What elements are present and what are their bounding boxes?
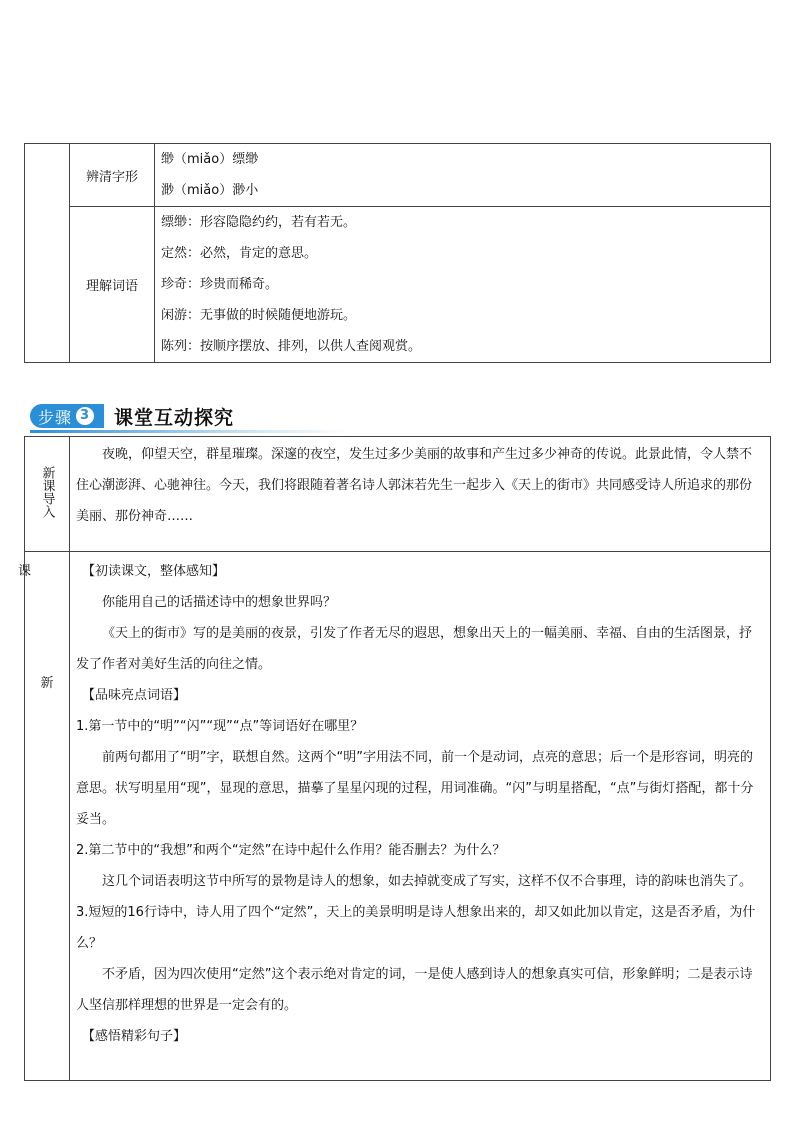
step-badge <box>30 404 104 428</box>
step-underline <box>30 430 350 433</box>
vocab-table <box>24 143 771 363</box>
list-item: 缈（miǎo）缥缈 <box>161 152 259 167</box>
row-content <box>155 207 771 363</box>
row-label: 理解词语 <box>70 207 155 363</box>
step-title: 课堂互动探究 <box>114 406 235 429</box>
row-content <box>155 144 771 207</box>
section-heading: 【初读课文，整体感知】 <box>82 564 226 579</box>
question: 3.短短的16行诗中，诗人用了四个“定然”，天上的美景明明是诗人想象出来的，却又如此加以肯定，这是否矛盾，为什么？ <box>76 905 756 951</box>
question: 2.第二节中的“我想”和两个“定然”在诗中起什么作用？能否删去？为什么？ <box>76 843 506 858</box>
table-row <box>25 437 771 552</box>
question: 1.第一节中的“明”“闪”“现”“点”等词语好在哪里？ <box>76 719 364 734</box>
answer: 《天上的街市》写的是美丽的夜景，引发了作者无尽的遐思，想象出天上的一幅美丽、幸福、自由的生活图景，抒发了作者对美好生活的向往之情。 <box>76 626 753 672</box>
answer: 这几个词语表明这节中所写的景物是诗人的想象，如去掉就变成了写实，这样不仅不合事理，诗的韵味也消失了。 <box>102 874 753 889</box>
lesson-table <box>24 436 771 1081</box>
list-item: 珍奇：珍贵而稀奇。 <box>161 277 279 292</box>
list-item: 陈列：按顺序摆放、排列，以供人查阅观赏。 <box>161 339 422 354</box>
side-label: 课 <box>18 564 32 579</box>
intro-label: 新课导入 <box>39 466 55 518</box>
answer: 不矛盾，因为四次使用“定然”这个表示绝对肯定的词，一是使人感到诗人的想象真实可信，形象鲜明；二是表示诗人坚信那样理想的世界是一定会有的。 <box>76 967 753 1013</box>
table-row <box>25 144 771 207</box>
answer: 前两句都用了“明”字，联想自然。这两个“明”字用法不同，前一个是动词，点亮的意思；后一个是形容词，明亮的意思。状写明星用“现”，显现的意思，描摹了星星闪现的过程，用词准确。“闪”与明星搭配，“点”与街灯搭配，都十分妥当。 <box>76 750 754 827</box>
step-badge-label: 步骤 <box>38 407 73 427</box>
step-heading <box>30 403 234 429</box>
section-heading: 【感悟精彩句子】 <box>82 1029 187 1044</box>
section-heading: 【品味亮点词语】 <box>82 688 187 703</box>
list-item: 闲游：无事做的时候随便地游玩。 <box>161 308 357 323</box>
step-number: 3 <box>76 407 94 425</box>
question: 你能用自己的话描述诗中的想象世界吗？ <box>102 595 337 610</box>
empty-cell <box>25 144 70 363</box>
list-item: 渺（miǎo）渺小 <box>161 183 259 198</box>
intro-label-cell <box>25 437 70 552</box>
table-row <box>25 552 771 1081</box>
list-item: 缥缈：形容隐隐约约，若有若无。 <box>161 215 357 230</box>
new-content <box>70 552 771 1081</box>
intro-content <box>70 437 771 552</box>
list-item: 定然：必然，肯定的意思。 <box>161 246 318 261</box>
new-label: 新 <box>40 676 54 691</box>
new-label-cell <box>25 552 70 1081</box>
table-row <box>25 207 771 363</box>
row-label: 辨清字形 <box>70 144 155 207</box>
intro-text: 夜晚，仰望天空，群星璀璨。深邃的夜空，发生过多少美丽的故事和产生过多少神奇的传说。此景此情，令人禁不住心潮澎湃、心驰神往。今天，我们将跟随着著名诗人郭沫若先生一起步入《天上的街市》共同感受诗人所追求的那份美丽、那份神奇…… <box>76 447 753 524</box>
